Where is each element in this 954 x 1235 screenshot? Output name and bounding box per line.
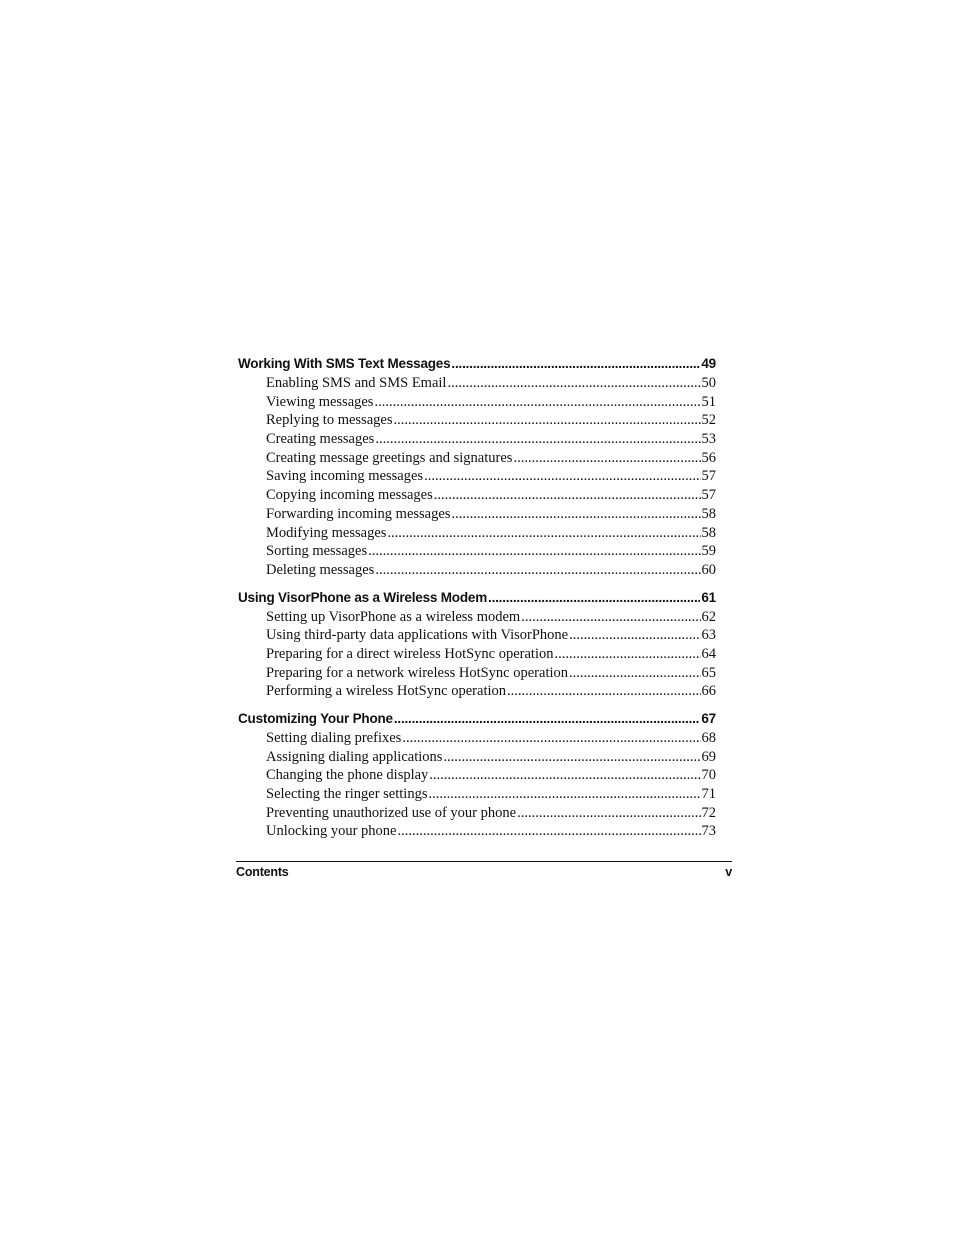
toc-chapter-heading[interactable] [238, 709, 716, 729]
toc-entry[interactable] [238, 393, 716, 412]
toc-entry-title: Selecting the ringer settings [266, 786, 428, 803]
toc-entry[interactable] [238, 608, 716, 627]
toc-entry-page: 63 [701, 627, 716, 644]
toc-entry[interactable] [238, 785, 716, 804]
toc-entry[interactable] [238, 411, 716, 430]
toc-dot-leader [368, 542, 700, 561]
toc-section [238, 354, 716, 580]
toc-entry-title: Preparing for a direct wireless HotSync operation [266, 645, 554, 662]
toc-dot-leader [397, 822, 700, 841]
toc-entry[interactable] [238, 748, 716, 767]
toc-entry-page: 58 [701, 505, 716, 522]
toc-dot-leader [517, 804, 700, 823]
toc-dot-leader [521, 608, 700, 627]
toc-dot-leader [387, 524, 700, 543]
toc-dot-leader [402, 729, 700, 748]
toc-dot-leader [424, 467, 700, 486]
toc-entry-page: 73 [701, 823, 716, 840]
toc-dot-leader [569, 626, 700, 645]
toc-entry-page: 59 [701, 543, 716, 560]
toc-chapter-title: Customizing Your Phone [238, 711, 393, 726]
toc-entry-page: 53 [701, 431, 716, 448]
toc-dot-leader [451, 354, 700, 374]
toc-chapter-title: Working With SMS Text Messages [238, 356, 451, 371]
toc-entry-page: 52 [701, 412, 716, 429]
toc-entry[interactable] [238, 542, 716, 561]
toc-chapter-page: 49 [701, 356, 716, 371]
page-footer [236, 861, 732, 879]
toc-entry[interactable] [238, 729, 716, 748]
toc-dot-leader [434, 486, 701, 505]
toc-entry-title: Modifying messages [266, 524, 387, 541]
toc-entry-page: 72 [701, 804, 716, 821]
toc-entry[interactable] [238, 505, 716, 524]
toc-entry-page: 68 [701, 730, 716, 746]
toc-entry-title: Viewing messages [266, 393, 374, 410]
toc-dot-leader [375, 430, 700, 449]
toc-dot-leader [513, 449, 700, 468]
toc-dot-leader [394, 709, 701, 729]
toc-entry-page: 70 [701, 767, 716, 784]
toc-entry-page: 62 [701, 608, 716, 625]
toc-entry-title: Setting up VisorPhone as a wireless modem [266, 608, 521, 625]
toc-section [238, 588, 716, 701]
toc-entry-title: Creating message greetings and signatures [266, 449, 513, 466]
toc-entry-page: 50 [701, 375, 716, 391]
toc-chapter-title: Using VisorPhone as a Wireless Modem [238, 589, 488, 605]
toc-entry-page: 65 [701, 664, 716, 681]
toc-dot-leader [555, 645, 701, 664]
toc-entry[interactable] [238, 561, 716, 580]
toc-entry[interactable] [238, 467, 716, 486]
toc-entry[interactable] [238, 822, 716, 841]
toc-dot-leader [443, 748, 700, 767]
toc-entry[interactable] [238, 430, 716, 449]
toc-entry-title: Changing the phone display [266, 767, 429, 784]
toc-entry[interactable] [238, 682, 716, 701]
toc-entry-title: Preparing for a network wireless HotSync operation [266, 664, 569, 681]
toc-entry[interactable] [238, 804, 716, 823]
toc-chapter-page: 67 [701, 711, 716, 726]
toc-dot-leader [447, 374, 700, 393]
footer-page-number: v [725, 865, 732, 879]
toc-dot-leader [429, 766, 700, 785]
toc-entry-title: Copying incoming messages [266, 487, 433, 504]
toc-entry-title: Preventing unauthorized use of your phone [266, 804, 517, 821]
toc-dot-leader [569, 664, 700, 683]
toc-entry-title: Using third-party data applications with VisorPhone [266, 627, 569, 644]
toc-dot-leader [428, 785, 700, 804]
toc-entry-page: 57 [701, 468, 716, 485]
toc-dot-leader [507, 682, 700, 701]
toc-entry-title: Enabling SMS and SMS Email [266, 375, 447, 391]
toc-entry-title: Setting dialing prefixes [266, 730, 402, 746]
toc-entry-page: 58 [701, 524, 716, 541]
toc-entry-title: Performing a wireless HotSync operation [266, 683, 507, 700]
toc-dot-leader [451, 505, 700, 524]
toc-dot-leader [488, 588, 700, 608]
toc-entry-page: 57 [701, 487, 716, 504]
toc-entry[interactable] [238, 524, 716, 543]
toc-entry-title: Unlocking your phone [266, 823, 397, 840]
toc-section [238, 709, 716, 841]
toc-entry[interactable] [238, 645, 716, 664]
toc-dot-leader [374, 393, 700, 412]
toc-entry-page: 64 [701, 645, 716, 662]
toc-entry-title: Saving incoming messages [266, 468, 424, 485]
toc-entry-page: 60 [701, 561, 716, 578]
toc-entry-page: 56 [701, 449, 716, 466]
toc-entry[interactable] [238, 766, 716, 785]
toc-chapter-heading[interactable] [238, 354, 716, 374]
toc-entry[interactable] [238, 449, 716, 468]
toc-entry-title: Deleting messages [266, 561, 375, 578]
toc-entry-page: 69 [701, 748, 716, 765]
toc-entry[interactable] [238, 486, 716, 505]
toc-entry-title: Creating messages [266, 431, 375, 448]
toc-entry-title: Sorting messages [266, 543, 368, 560]
toc-entry-title: Assigning dialing applications [266, 748, 443, 765]
toc-entry-page: 71 [701, 786, 716, 803]
toc-entry-page: 66 [701, 683, 716, 700]
toc-chapter-page: 61 [701, 589, 716, 605]
footer-section-name: Contents [236, 865, 289, 879]
toc-entry[interactable] [238, 626, 716, 645]
toc-entry-title: Forwarding incoming messages [266, 505, 451, 522]
toc-dot-leader [375, 561, 700, 580]
toc-entry[interactable] [238, 664, 716, 683]
toc-chapter-heading[interactable] [238, 588, 716, 608]
toc-entry-title: Replying to messages [266, 412, 393, 429]
toc-entry-page: 51 [701, 393, 716, 410]
toc-dot-leader [393, 411, 700, 430]
table-of-contents [238, 354, 716, 841]
toc-entry[interactable] [238, 374, 716, 393]
